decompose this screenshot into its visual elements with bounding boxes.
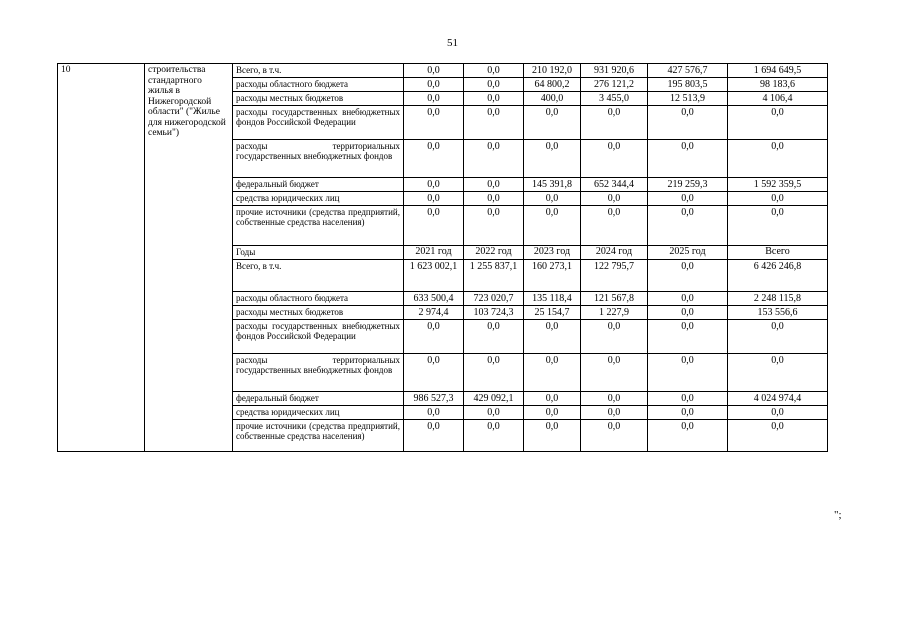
funding-source-label: федеральный бюджет [233,178,404,192]
value-cell: 0,0 [464,106,524,140]
value-cell: 0,0 [464,192,524,206]
value-cell: 12 513,9 [648,92,728,106]
funding-source-label: прочие источники (средства предприятий, собственные средства населения) [233,420,404,452]
value-cell: 0,0 [464,206,524,246]
budget-table [57,63,828,452]
value-cell: 0,0 [464,178,524,192]
value-cell: 0,0 [404,78,464,92]
value-cell: 0,0 [404,406,464,420]
value-cell: 122 795,7 [581,260,648,292]
value-cell: 0,0 [524,106,581,140]
value-cell: 0,0 [404,140,464,178]
value-cell: 1 694 649,5 [728,64,828,78]
value-cell: 3 455,0 [581,92,648,106]
value-cell: 6 426 246,8 [728,260,828,292]
value-cell: 1 255 837,1 [464,260,524,292]
funding-source-label: расходы государственных внебюджетных фондов Российской Федерации [233,106,404,140]
value-cell: 2 248 115,8 [728,292,828,306]
value-cell: 0,0 [404,106,464,140]
value-cell: 103 724,3 [464,306,524,320]
value-cell: 0,0 [728,206,828,246]
value-cell: 0,0 [728,106,828,140]
funding-source-label: федеральный бюджет [233,392,404,406]
page-number: 51 [447,37,458,49]
value-cell: 0,0 [464,92,524,106]
value-cell: 986 527,3 [404,392,464,406]
value-cell: 0,0 [464,320,524,354]
funding-source-label: расходы местных бюджетов [233,92,404,106]
value-cell: 210 192,0 [524,64,581,78]
funding-source-label: средства юридических лиц [233,406,404,420]
value-cell: 0,0 [404,206,464,246]
value-cell: 0,0 [464,78,524,92]
value-cell: 0,0 [648,260,728,292]
value-cell: 0,0 [728,354,828,392]
value-cell: 0,0 [524,320,581,354]
value-cell: 0,0 [404,64,464,78]
value-cell: 2 974,4 [404,306,464,320]
value-cell: 633 500,4 [404,292,464,306]
value-cell: 0,0 [648,206,728,246]
funding-source-label: расходы территориальных государственных внебюджетных фондов [233,140,404,178]
value-cell: 219 259,3 [648,178,728,192]
value-cell: 0,0 [524,192,581,206]
value-cell: 0,0 [648,306,728,320]
value-cell: 1 623 002,1 [404,260,464,292]
table-row [58,64,828,78]
value-cell: 145 391,8 [524,178,581,192]
year-header-cell: 2023 год [524,246,581,260]
year-header-cell: Всего [728,246,828,260]
funding-source-label: Всего, в т.ч. [233,64,404,78]
value-cell: 0,0 [404,178,464,192]
value-cell: 0,0 [524,140,581,178]
year-header-cell: 2021 год [404,246,464,260]
value-cell: 0,0 [648,392,728,406]
value-cell: 427 576,7 [648,64,728,78]
value-cell: 64 800,2 [524,78,581,92]
value-cell: 0,0 [464,64,524,78]
value-cell: 0,0 [648,406,728,420]
funding-source-label: расходы местных бюджетов [233,306,404,320]
value-cell: 0,0 [404,92,464,106]
value-cell: 0,0 [581,192,648,206]
value-cell: 0,0 [404,320,464,354]
funding-source-label: Всего, в т.ч. [233,260,404,292]
value-cell: 0,0 [524,392,581,406]
budget-table-wrapper [57,63,827,452]
value-cell: 195 803,5 [648,78,728,92]
value-cell: 0,0 [648,106,728,140]
value-cell: 0,0 [581,354,648,392]
value-cell: 0,0 [524,420,581,452]
value-cell: 723 020,7 [464,292,524,306]
year-header-cell: 2025 год [648,246,728,260]
year-header-cell: 2024 год [581,246,648,260]
value-cell: 276 121,2 [581,78,648,92]
value-cell: 0,0 [404,354,464,392]
value-cell: 121 567,8 [581,292,648,306]
value-cell: 0,0 [464,354,524,392]
value-cell: 0,0 [728,320,828,354]
value-cell: 0,0 [648,420,728,452]
value-cell: 98 183,6 [728,78,828,92]
table-body [58,64,828,452]
value-cell: 0,0 [404,420,464,452]
value-cell: 0,0 [581,140,648,178]
value-cell: 0,0 [581,392,648,406]
value-cell: 0,0 [728,192,828,206]
row-number-cell: 10 [58,64,145,452]
value-cell: 0,0 [524,354,581,392]
value-cell: 153 556,6 [728,306,828,320]
value-cell: 0,0 [581,206,648,246]
value-cell: 1 227,9 [581,306,648,320]
value-cell: 4 106,4 [728,92,828,106]
funding-source-label: расходы областного бюджета [233,292,404,306]
value-cell: 1 592 359,5 [728,178,828,192]
value-cell: 0,0 [648,354,728,392]
value-cell: 652 344,4 [581,178,648,192]
value-cell: 0,0 [581,406,648,420]
value-cell: 0,0 [648,140,728,178]
value-cell: 0,0 [728,140,828,178]
value-cell: 0,0 [648,192,728,206]
value-cell: 4 024 974,4 [728,392,828,406]
closing-quote-mark: "; [834,509,842,521]
value-cell: 0,0 [581,320,648,354]
value-cell: 160 273,1 [524,260,581,292]
funding-source-label: расходы территориальных государственных внебюджетных фондов [233,354,404,392]
value-cell: 25 154,7 [524,306,581,320]
years-label-cell: Годы [233,246,404,260]
value-cell: 0,0 [464,406,524,420]
value-cell: 0,0 [524,406,581,420]
value-cell: 0,0 [524,206,581,246]
value-cell: 0,0 [728,420,828,452]
value-cell: 0,0 [464,420,524,452]
funding-source-label: расходы государственных внебюджетных фондов Российской Федерации [233,320,404,354]
value-cell: 0,0 [648,292,728,306]
value-cell: 0,0 [464,140,524,178]
value-cell: 0,0 [581,420,648,452]
funding-source-label: расходы областного бюджета [233,78,404,92]
year-header-cell: 2022 год [464,246,524,260]
measure-name-cell: строительства стандартного жилья в Нижегородской области" ("Жилье для нижегородской семьи") [145,64,233,452]
funding-source-label: средства юридических лиц [233,192,404,206]
value-cell: 0,0 [404,192,464,206]
value-cell: 0,0 [581,106,648,140]
value-cell: 931 920,6 [581,64,648,78]
value-cell: 0,0 [728,406,828,420]
value-cell: 400,0 [524,92,581,106]
value-cell: 0,0 [648,320,728,354]
funding-source-label: прочие источники (средства предприятий, собственные средства населения) [233,206,404,246]
value-cell: 135 118,4 [524,292,581,306]
value-cell: 429 092,1 [464,392,524,406]
